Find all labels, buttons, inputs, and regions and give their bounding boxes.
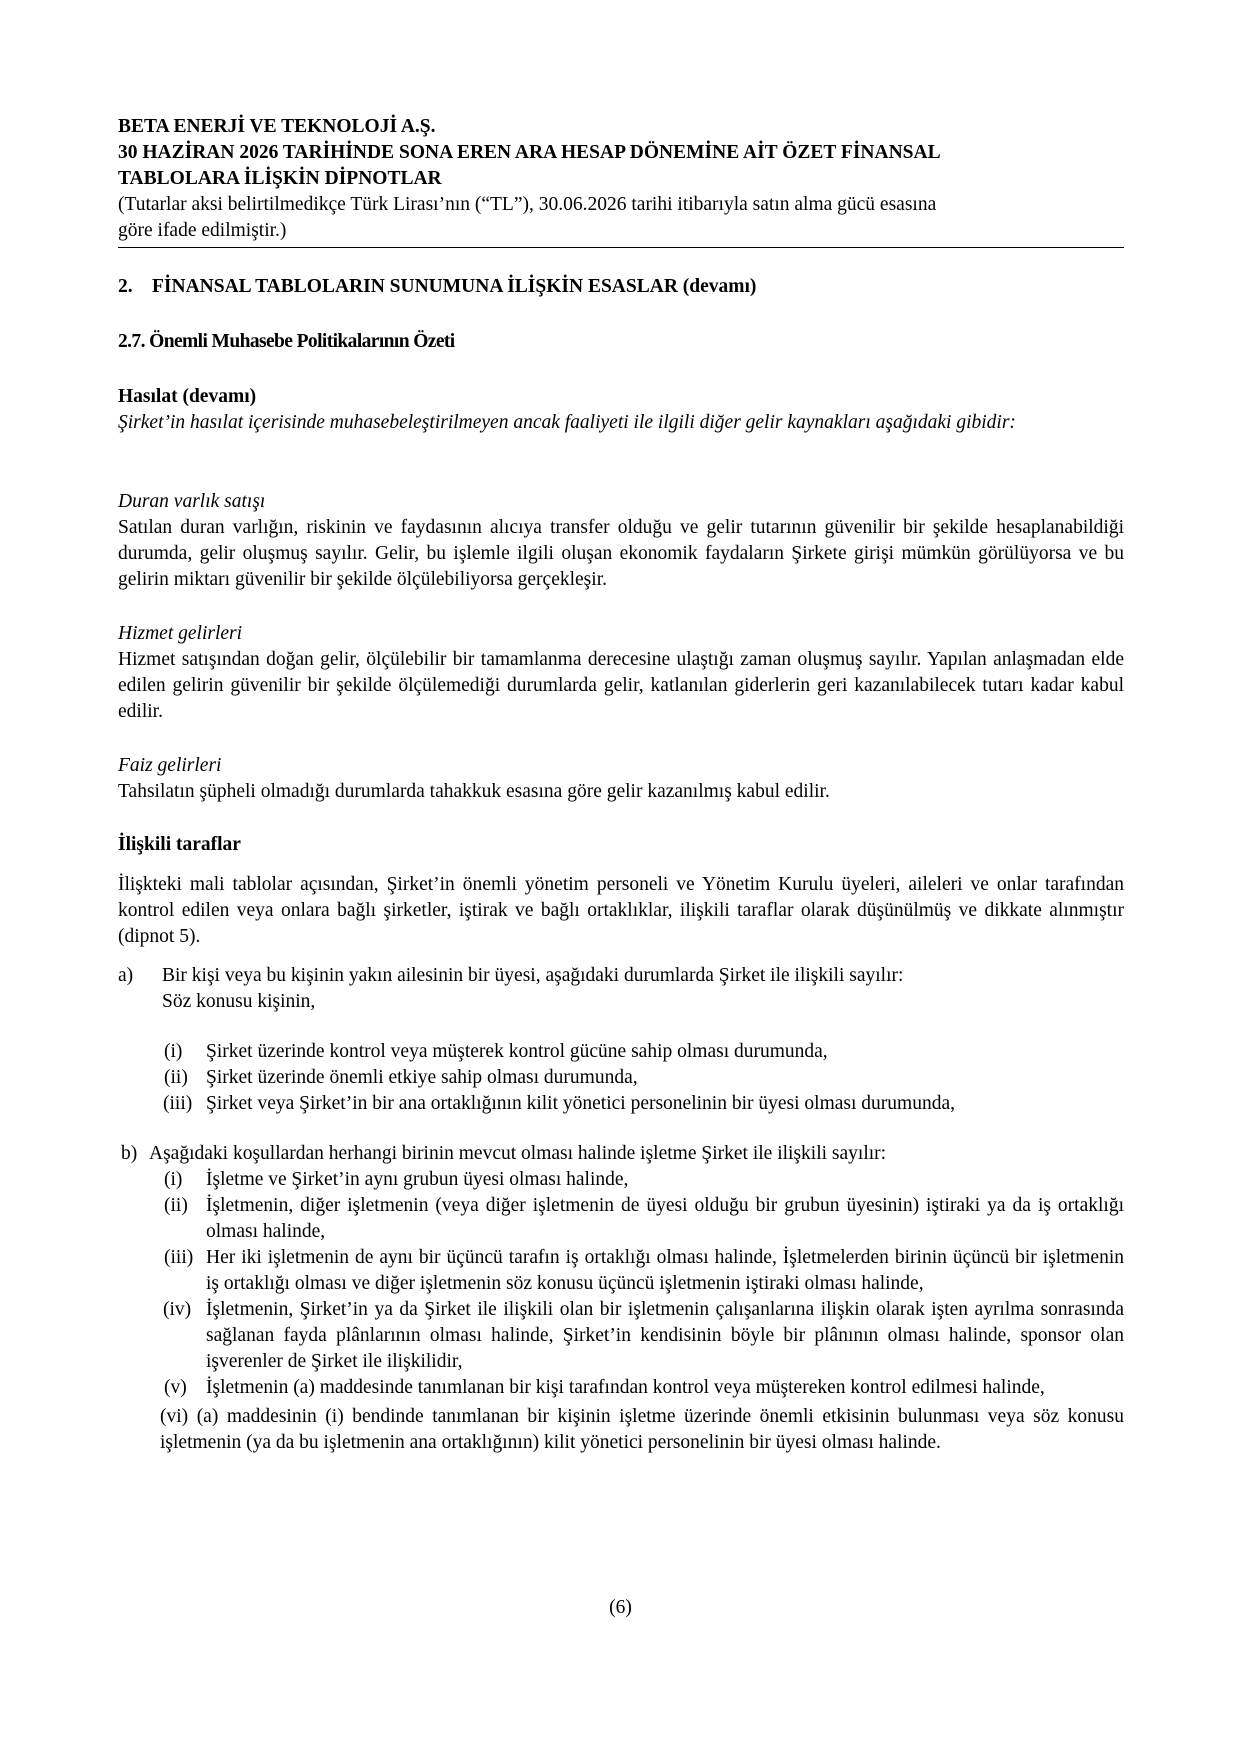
clause-b-item-text: (a) maddesinin (i) bendinde tanımlanan bir kişinin işletme üzerinde önemli etkisinin bulunması veya söz konusu işletmenin (ya da bu işletmenin ana ortaklığının) kilit yönetici personelinin bir üyesi olması halinde. [160,1406,1124,1453]
clause-b-item [118,1193,1124,1245]
clause-a-subtext: Söz konusu kişinin, [162,991,316,1012]
revenue-intro: Şirket’in hasılat içerisinde muhasebeleştirilmeyen ancak faaliyeti ile ilgili diğer gelir kaynakları aşağıdaki gibidir: [118,412,1016,433]
company-name: BETA ENERJİ VE TEKNOLOJİ A.Ş. [118,116,436,137]
service-income-title: Hizmet gelirleri [118,623,243,644]
clause-b-item-text: İşletmenin (a) maddesinde tanımlanan bir kişi tarafından kontrol veya müştereken kontrol edilmesi halinde, [206,1377,1045,1398]
clause-b-item-label: (ii) [164,1195,188,1216]
clause-b-item-label: (iii) [164,1247,194,1268]
clause-a-label: a) [118,965,134,986]
clause-a-item-text: Şirket üzerinde önemli etkiye sahip olması durumunda, [206,1067,638,1088]
clause-b-items [118,1167,1124,1456]
currency-note-line-1: (Tutarlar aksi belirtilmedikçe Türk Lirası’nın (“TL”), 30.06.2026 tarihi itibarıyla satın alma gücü esasına [118,194,937,215]
clause-b-item [118,1375,1124,1401]
document-title-line-2: TABLOLARA İLİŞKİN DİPNOTLAR [118,168,442,189]
service-income-text: Hizmet satışından doğan gelir, ölçülebilir bir tamamlanma derecesine ulaştığı zaman oluşmuş sayılır. Yapılan anlaşmadan elde edilen gelirin güvenilir bir şekilde ölçülemediği durumlarda gelir, katlanılan giderlerin geri kazanılabilecek tutarı kadar kabul edilir. [118,649,1124,722]
clause-b-item-label: (iv) [163,1299,192,1320]
clause-b-item [118,1245,1124,1297]
clause-b-item [118,1297,1124,1375]
clause-b-text: Aşağıdaki koşullardan herhangi birinin mevcut olması halinde işletme Şirket ile ilişkili sayılır: [149,1143,887,1164]
subsection-heading: 2.7. Önemli Muhasebe Politikalarının Özeti [118,331,455,352]
section-number: 2. [118,276,133,297]
clause-a-items [118,1039,1124,1117]
section-heading [118,274,1124,300]
clause-a-item [118,1091,1124,1117]
related-parties-heading: İlişkili taraflar [118,834,241,855]
document-title-line-1: 30 HAZİRAN 2026 TARİHİNDE SONA EREN ARA HESAP DÖNEMİNE AİT ÖZET FİNANSAL [118,142,941,163]
clause-b-item-label: (vi) [160,1406,189,1427]
clause-b-item-text: İşletmenin, Şirket’in ya da Şirket ile ilişkili olan bir işletmenin çalışanlarına ilişkin olarak işten ayrılma sonrasında sağlanan fayda plânlarının olması halinde, Şirket’in kendisinin böyle bir plânının olması halinde, sponsor olan işverenler de Şirket ile ilişkilidir, [206,1299,1124,1372]
clause-a-item [118,1065,1124,1091]
currency-note-line-2: göre ifade edilmiştir.) [118,220,287,241]
interest-income-text: Tahsilatın şüpheli olmadığı durumlarda tahakkuk esasına göre gelir kazanılmış kabul edilir. [118,781,830,802]
clause-a-text: Bir kişi veya bu kişinin yakın ailesinin bir üyesi, aşağıdaki durumlarda Şirket ile ilişkili sayılır: [162,965,904,986]
clause-b-item [118,1167,1124,1193]
clause-b-label: b) [121,1143,138,1164]
clause-a-item [118,1039,1124,1065]
clause-b-item-text: İşletmenin, diğer işletmenin (veya diğer işletmenin de üyesi olduğu bir grubun üyesinin) iştiraki ya da iş ortaklığı olması halinde, [206,1195,1124,1242]
page-number: (6) [609,1597,632,1618]
interest-income-title: Faiz gelirleri [118,755,222,776]
asset-sale-text: Satılan duran varlığın, riskinin ve faydasının alıcıya transfer olduğu ve gelir tutarının güvenilir bir şekilde hesaplanabildiği durumda, gelir oluşmuş sayılır. Gelir, bu işlemle ilgili oluşan ekonomik faydaların Şirkete girişi mümkün görülüyorsa ve bu gelirin miktarı güvenilir bir şekilde ölçülebiliyorsa gerçekleşir. [118,517,1124,590]
document-header [118,114,1124,244]
clause-a-item-label: (i) [164,1041,183,1062]
clause-b-item-text: Her iki işletmenin de aynı bir üçüncü tarafın iş ortaklığı olması halinde, İşletmelerden birinin üçüncü bir işletmenin iş ortaklığı olması ve diğer işletmenin söz konusu üçüncü işletmenin iştiraki olması halinde, [206,1247,1124,1294]
clause-a [118,963,1124,1015]
clause-b-item [118,1404,1124,1456]
clause-a-item-text: Şirket veya Şirket’in bir ana ortaklığının kilit yönetici personelinin bir üyesi olması durumunda, [206,1093,955,1114]
related-parties-intro: İlişkteki mali tablolar açısından, Şirket’in önemli yönetim personeli ve Yönetim Kurulu üyeleri, aileleri ve onlar tarafından kontrol edilen veya onlara bağlı şirketler, iştirak ve bağlı ortaklıklar, ilişkili taraflar olarak düşünülmüş ve dikkate alınmıştır (dipnot 5). [118,874,1124,947]
clause-b-item-label: (i) [164,1169,183,1190]
clause-b-item-label: (v) [164,1377,187,1398]
clause-a-item-text: Şirket üzerinde kontrol veya müşterek kontrol gücüne sahip olması durumunda, [206,1041,828,1062]
header-divider [118,247,1124,248]
clause-b-item-text: İşletme ve Şirket’in aynı grubun üyesi olması halinde, [206,1169,629,1190]
clause-b [118,1141,1124,1167]
clause-a-item-label: (ii) [164,1067,188,1088]
section-title: FİNANSAL TABLOLARIN SUNUMUNA İLİŞKİN ESASLAR (devamı) [152,276,757,297]
revenue-heading: Hasılat (devamı) [118,386,257,407]
clause-a-item-label: (iii) [163,1093,193,1114]
asset-sale-title: Duran varlık satışı [118,491,266,512]
